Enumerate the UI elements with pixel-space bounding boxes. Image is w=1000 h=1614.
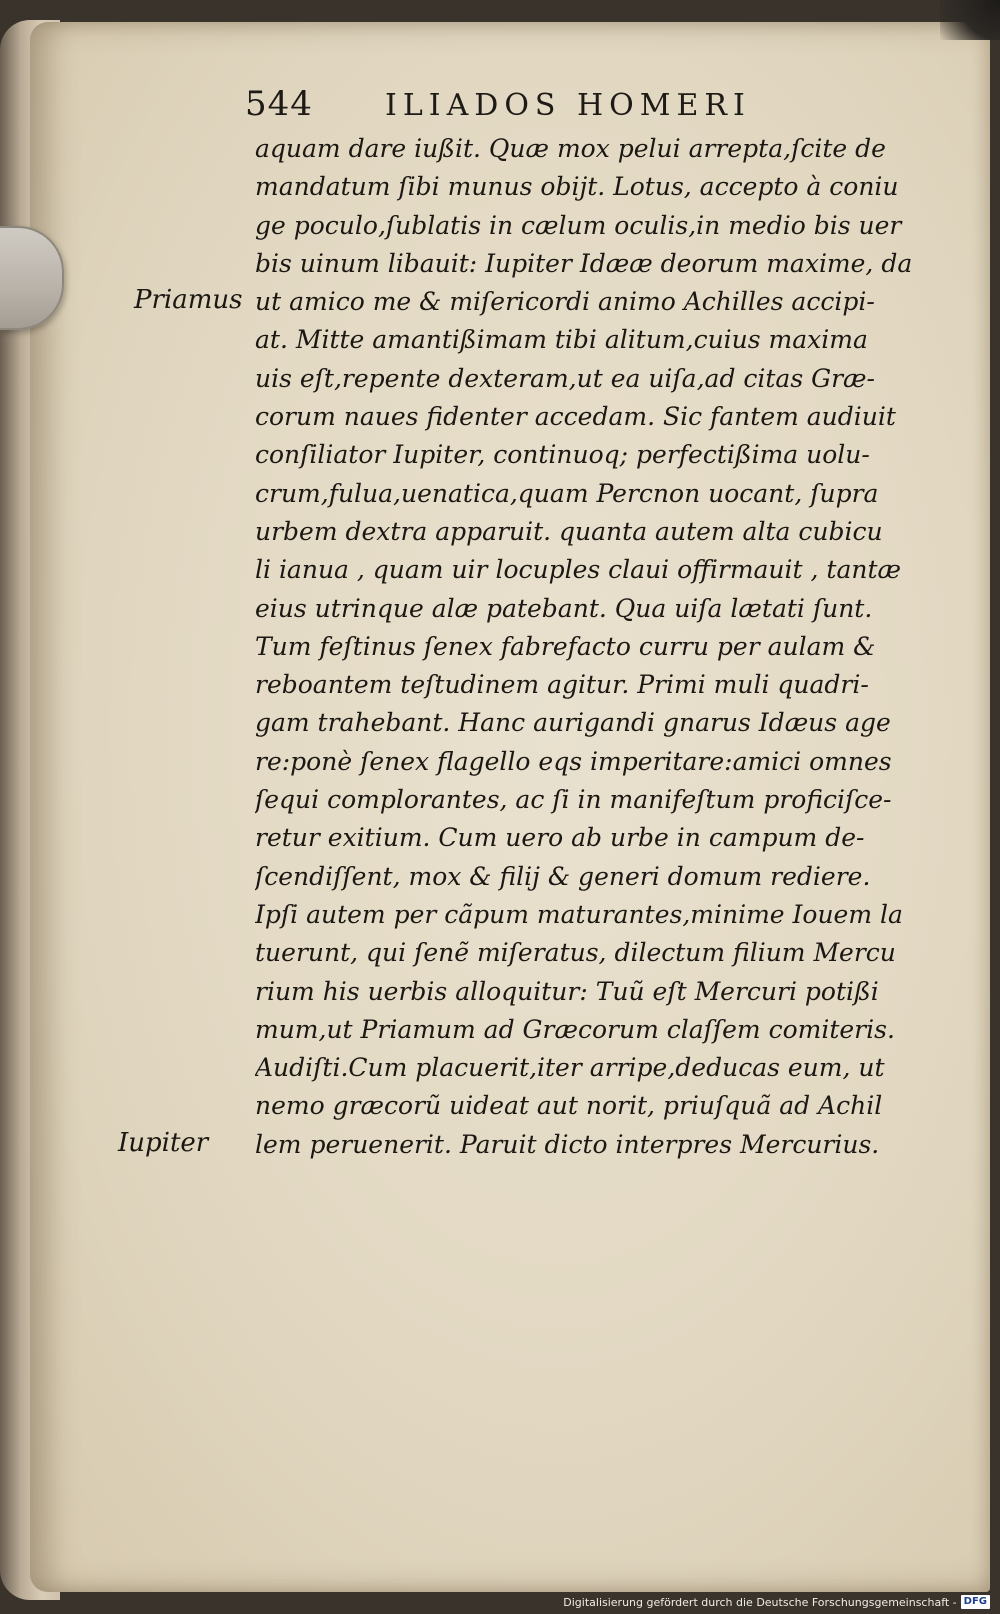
text-line: at. Mitte amantißimam tibi alitum,cuius maxima [255,325,868,355]
text-line: re:ponè ſenex flagello eqs imperitare:amici omnes [255,746,892,776]
dfg-logo: DFG [961,1595,990,1609]
body-text [255,130,945,1164]
text-line: ut amico me & miſericordi animo Achilles accipi- [255,287,875,317]
text-line: li ianua , quam uir locuples claui offirmauit , tantæ [255,555,902,585]
text-line: eius utrinque alæ patebant. Qua uiſa lætati ſunt. [255,593,873,623]
text-line: aquam dare iußit. Quæ mox pelui arrepta,ſcite de [255,134,886,163]
text-line: ſequi complorantes, ac ſi in manifeſtum proficiſce- [255,785,892,815]
page-number: 544 [245,84,313,124]
margin-note: Priamus [134,285,243,316]
text-line: Ipſi autem per cãpum maturantes,minime Iouem la [255,899,903,929]
text-line: corum naues fidenter accedam. Sic fantem audiuit [255,402,896,432]
text-line: reboantem teſtudinem agitur. Primi muli quadri- [255,670,869,700]
text-line: ſcendiſſent, mox & filij & generi domum rediere. [255,861,871,891]
text-line: Tum feſtinus ſenex fabrefacto curru per aulam & [255,631,876,661]
text-line: Audiſti.Cum placuerit,iter arripe,deducas eum, ut [255,1053,885,1083]
margin-note: Iupiter [118,1127,209,1158]
text-line: lem peruenerit. Paruit dicto interpres Mercurius. [255,1129,880,1159]
text-line: rium his uerbis alloquitur: Tuũ eſt Mercuri potißi [255,976,879,1006]
scan-corner-shadow [940,0,1000,40]
text-line: crum,fulua,uenatica,quam Percnon uocant, ſupra [255,478,879,508]
text-line: gam trahebant. Hanc aurigandi gnarus Idæus age [255,708,891,738]
digitization-credit [563,1594,990,1610]
text-line: bis uinum libauit: Iupiter Idææ deorum maxime, da [255,248,913,278]
running-head: ILIADOS HOMERI [385,88,751,123]
credit-text: Digitalisierung gefördert durch die Deutsche Forschungsgemeinschaft - [563,1595,957,1609]
text-line: mandatum ſibi munus obijt. Lotus, accepto à coniu [255,172,899,202]
text-line: urbem dextra apparuit. quanta autem alta cubicu [255,516,883,546]
text-line: nemo græcorũ uideat aut norit, priuſquã ad Achil [255,1091,883,1121]
text-line: retur exitium. Cum uero ab urbe in campum de- [255,823,865,853]
text-line: mum,ut Priamum ad Græcorum claſſem comiteris. [255,1014,895,1044]
text-line: tuerunt, qui ſenẽ miſeratus, dilectum filium Mercu [255,938,896,968]
text-line: uis eſt,repente dexteram,ut ea uiſa,ad citas Græ- [255,363,875,393]
text-line: ge poculo,ſublatis in cælum oculis,in medio bis uer [255,210,902,240]
text-line: conſiliator Iupiter, continuoq; perfectißima uolu- [255,440,870,470]
page-header [245,84,865,128]
